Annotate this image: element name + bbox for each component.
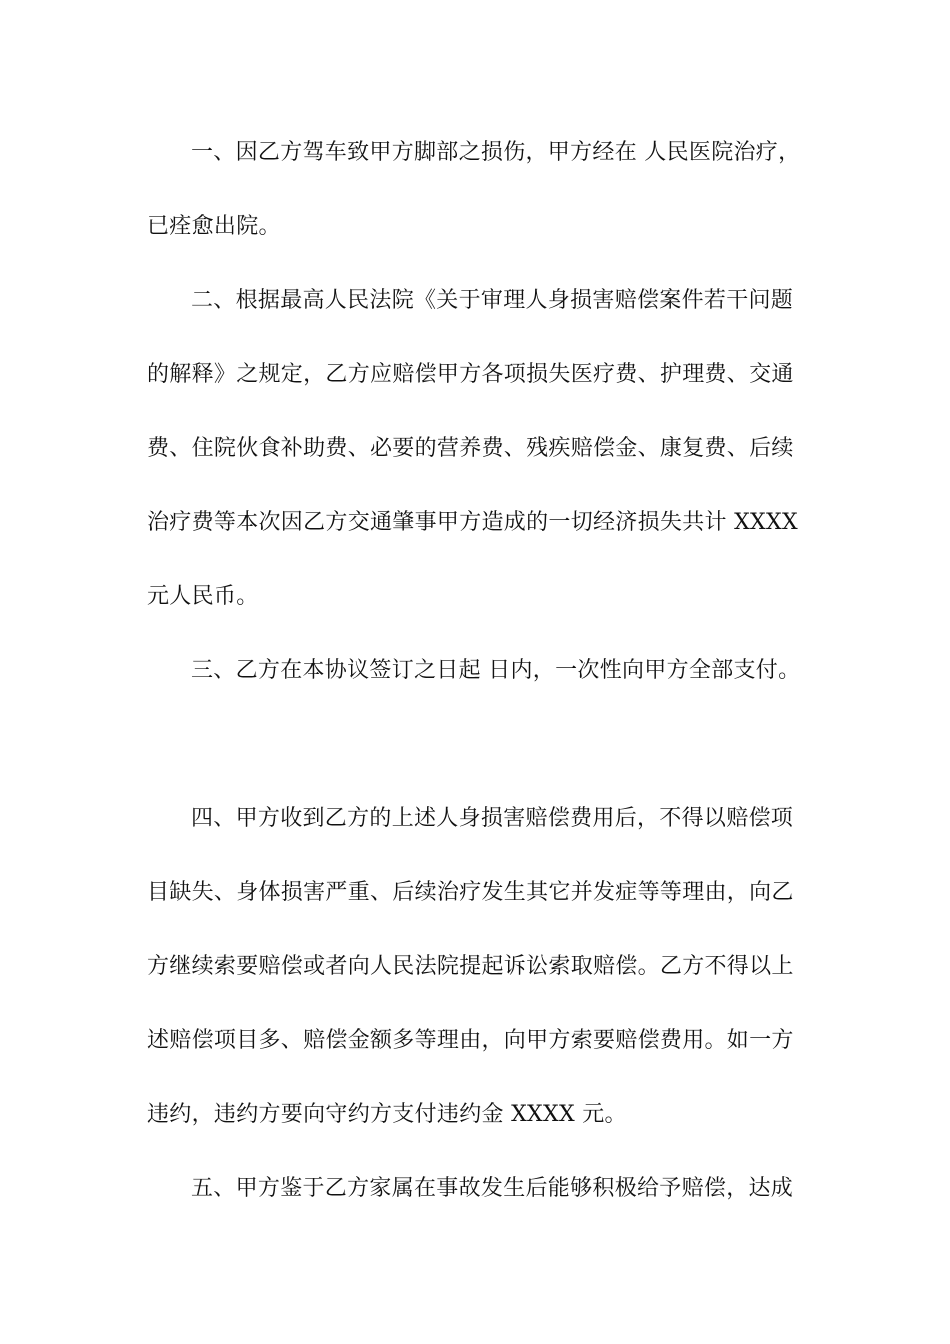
clause-4-line-2: 目缺失、身体损害严重、后续治疗发生其它并发症等等理由，向乙 — [147, 880, 794, 905]
clause-4-line-4: 述赔偿项目多、赔偿金额多等理由，向甲方索要赔偿费用。如一方 — [147, 1028, 794, 1053]
clause-4-line-5: 违约，违约方要向守约方支付违约金 XXXX 元。 — [147, 1102, 627, 1127]
clause-2-line-4: 治疗费等本次因乙方交通肇事甲方造成的一切经济损失共计 XXXX — [147, 510, 798, 535]
clause-1-line-2: 已痊愈出院。 — [147, 214, 281, 239]
clause-2-line-5: 元人民币。 — [147, 584, 259, 609]
clause-4-line-3: 方继续索要赔偿或者向人民法院提起诉讼索取赔偿。乙方不得以上 — [147, 954, 794, 979]
clause-2-line-1: 二、根据最高人民法院《关于审理人身损害赔偿案件若干问题 — [191, 288, 794, 313]
clause-2-line-2: 的解释》之规定，乙方应赔偿甲方各项损失医疗费、护理费、交通 — [147, 362, 794, 387]
clause-4-line-1: 四、甲方收到乙方的上述人身损害赔偿费用后，不得以赔偿项 — [191, 806, 794, 831]
clause-5-line-1: 五、甲方鉴于乙方家属在事故发生后能够积极给予赔偿，达成 — [191, 1176, 794, 1201]
clause-3-line-1: 三、乙方在本协议签订之日起 日内，一次性向甲方全部支付。 — [191, 658, 801, 683]
clause-1-line-1: 一、因乙方驾车致甲方脚部之损伤，甲方经在 人民医院治疗， — [191, 140, 801, 165]
clause-2-line-3: 费、住院伙食补助费、必要的营养费、残疾赔偿金、康复费、后续 — [147, 436, 794, 461]
